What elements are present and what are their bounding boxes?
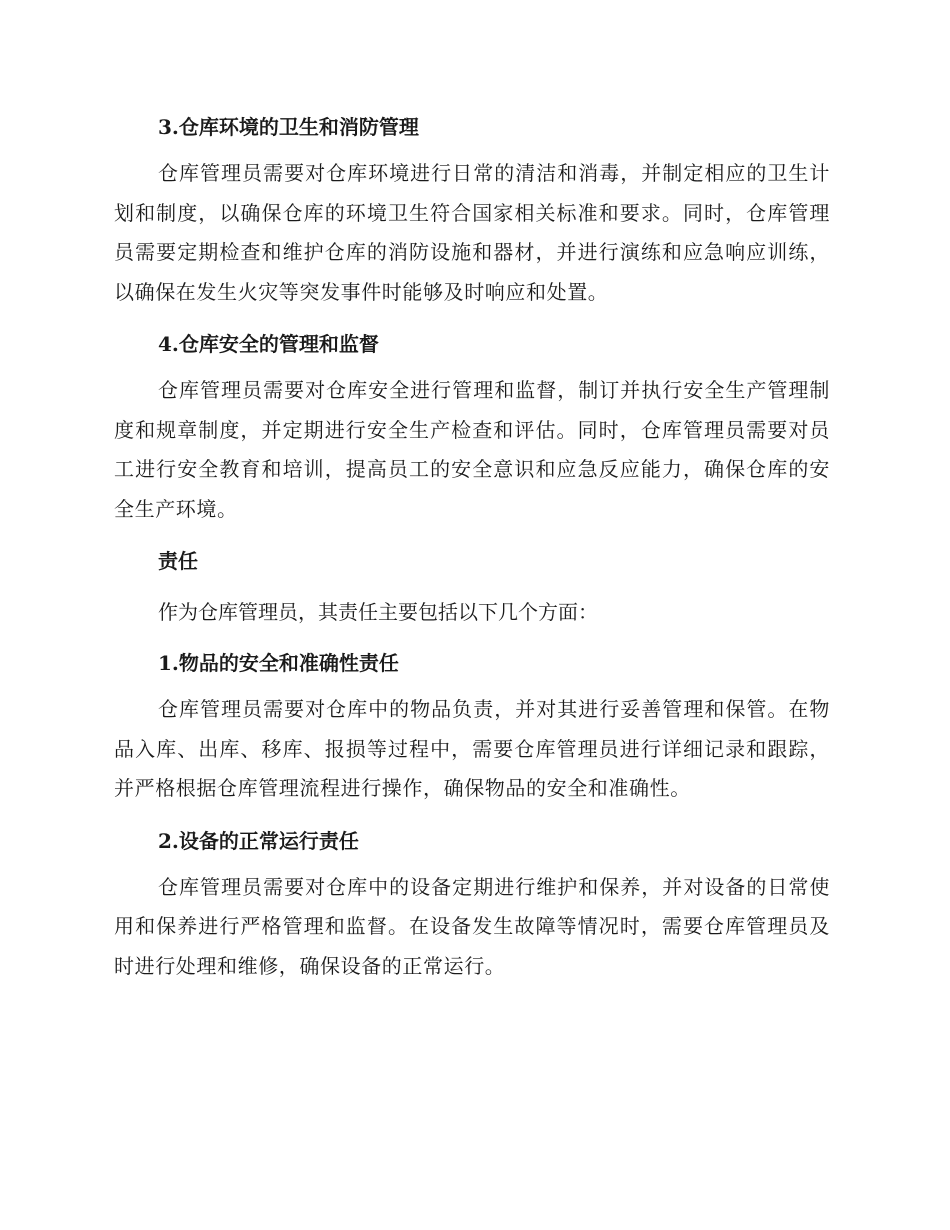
item-heading-2: 2.设备的正常运行责任 (158, 828, 359, 853)
section-heading-4: 4.仓库安全的管理和监督 (158, 332, 379, 356)
section-heading-3: 3.仓库环境的卫生和消防管理 (158, 115, 419, 139)
section-body-3: 仓库管理员需要对仓库环境进行日常的清洁和消毒，并制定相应的卫生计划和制度，以确保仓库的环境卫生符合国家相关标准和要求。同时，仓库管理员需要定期检查和维护仓库的消防设施和器材，并进行演练和应急响应训练，以确保在发生火灾等突发事件时能够及时响应和处置。 (114, 161, 830, 304)
item-heading-1: 1.物品的安全和准确性责任 (158, 651, 399, 675)
item-body-2: 仓库管理员需要对仓库中的设备定期进行维护和保养，并对设备的日常使用和保养进行严格管理和监督。在设备发生故障等情况时，需要仓库管理员及时进行处理和维修，确保设备的正常运行。 (114, 874, 830, 978)
responsibility-intro: 作为仓库管理员，其责任主要包括以下几个方面： (158, 600, 598, 624)
responsibility-title: 责任 (158, 549, 198, 573)
section-body-4: 仓库管理员需要对仓库安全进行管理和监督，制订并执行安全生产管理制度和规章制度，并定期进行安全生产检查和评估。同时，仓库管理员需要对员工进行安全教育和培训，提高员工的安全意识和应急反应能力，确保仓库的安全生产环境。 (114, 378, 830, 521)
document-page (114, 108, 830, 986)
item-body-1: 仓库管理员需要对仓库中的物品负责，并对其进行妥善管理和保管。在物品入库、出库、移库、报损等过程中，需要仓库管理员进行详细记录和跟踪，并严格根据仓库管理流程进行操作，确保物品的安全和准确性。 (114, 697, 830, 800)
